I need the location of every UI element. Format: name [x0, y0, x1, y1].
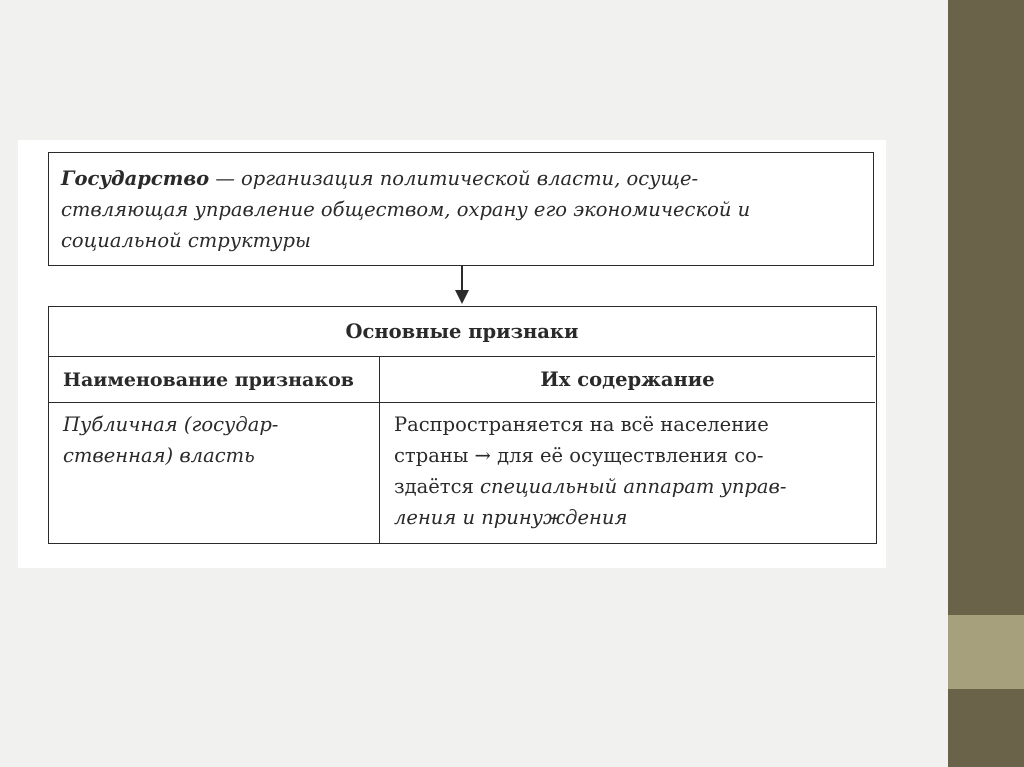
column-header-feature: Наименование признаков	[49, 357, 380, 403]
definition-term: Государство	[61, 167, 210, 190]
definition-line-3: социальной структуры	[61, 229, 311, 252]
feature-line-2: ственная) власть	[63, 444, 255, 467]
content-line-1: Распространяется на всё население	[394, 413, 769, 436]
slide-side-accent	[948, 615, 1024, 689]
column-header-content: Их содержание	[380, 357, 875, 403]
content-line-2: страны → для её осуществления со-	[394, 444, 764, 467]
definition-box	[48, 152, 874, 266]
content-line-4: ления и принуждения	[394, 506, 628, 529]
table-title: Основные признаки	[49, 307, 875, 357]
definition-text-1: — организация политической власти, осуще-	[209, 167, 699, 190]
table-row-content-cell	[380, 403, 875, 543]
table-row-feature-cell	[49, 403, 380, 543]
content-line-3-italic: специальный аппарат управ-	[480, 475, 787, 498]
content-line-3-plain: здаётся	[394, 475, 481, 498]
definition-line-1	[61, 163, 861, 194]
content-line-3	[394, 471, 865, 502]
definition-line-2: ствляющая управление обществом, охрану его экономической и	[61, 198, 751, 221]
features-table	[48, 306, 877, 544]
arrow-down-icon	[452, 266, 472, 306]
feature-line-1: Публичная (государ-	[63, 413, 279, 436]
